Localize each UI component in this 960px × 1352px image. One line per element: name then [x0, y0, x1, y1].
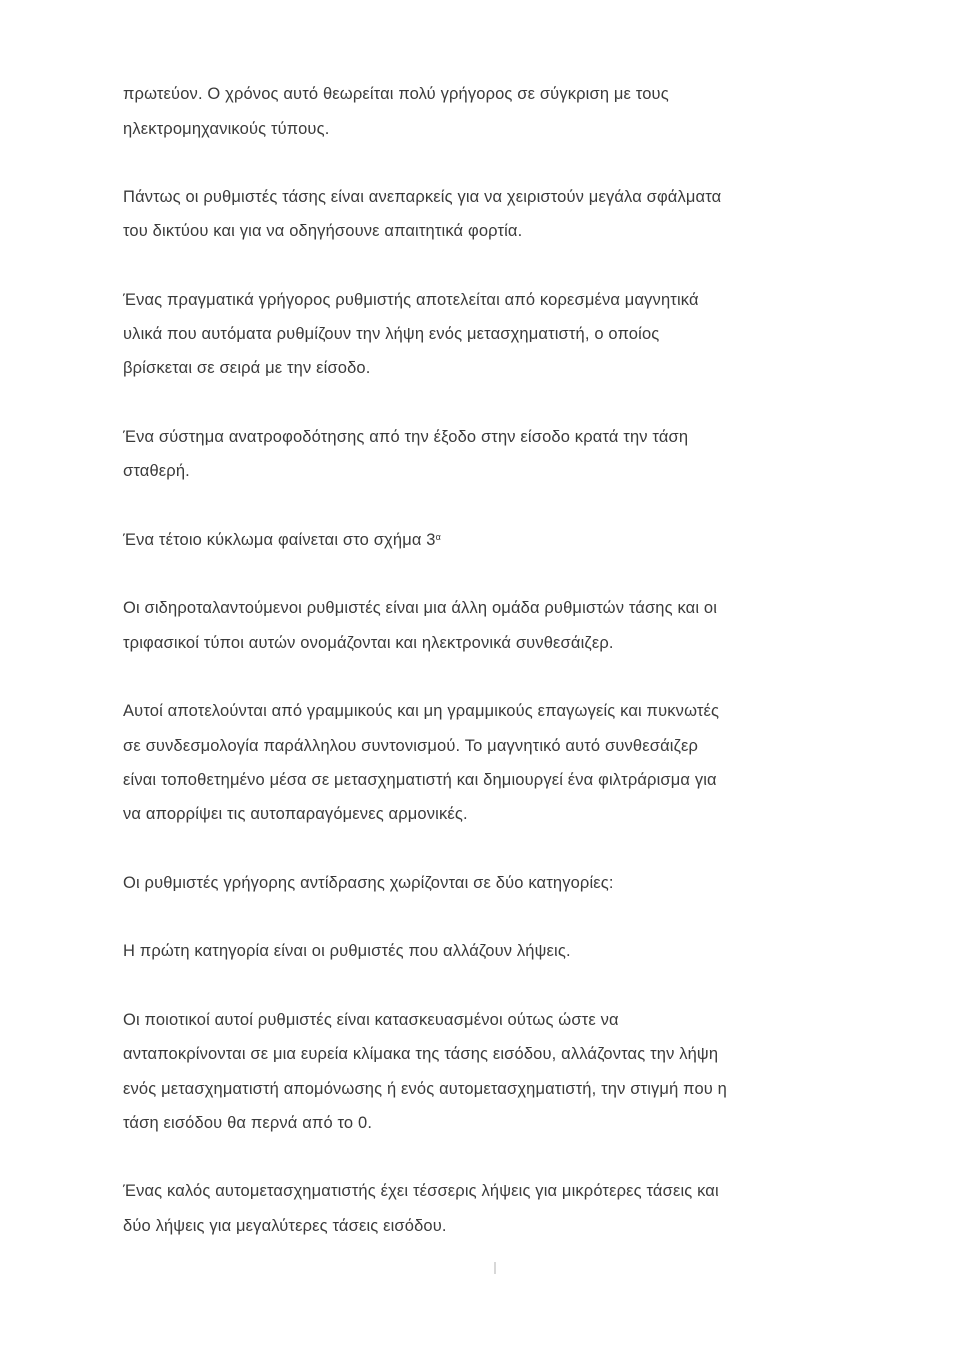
text-line: Αυτοί αποτελούνται από γραμμικούς και μη γραμμικούς επαγωγείς και πυκνωτές — [123, 702, 720, 720]
text-line: τάση εισόδου θα περνά από το 0. — [123, 1114, 373, 1132]
text-line: Πάντως οι ρυθμιστές τάσης είναι ανεπαρκείς για να χειριστούν μεγάλα σφάλματα — [123, 188, 722, 206]
text-line: Οι ποιοτικοί αυτοί ρυθμιστές είναι κατασκευασμένοι ούτως ώστε να — [123, 1011, 619, 1029]
text-line: Η πρώτη κατηγορία είναι οι ρυθμιστές που αλλάζουν λήψεις. — [123, 942, 571, 960]
text-line: ενός μετασχηματιστή απομόνωσης ή ενός αυτομετασχηματιστή, την στιγμή που η — [123, 1080, 728, 1098]
text-line: Οι σιδηροταλαντούμενοι ρυθμιστές είναι μια άλλη ομάδα ρυθμιστών τάσης και οι — [123, 599, 718, 617]
text-line: Οι ρυθμιστές γρήγορης αντίδρασης χωρίζονται σε δύο κατηγορίες: — [123, 874, 614, 892]
text-line: υλικά που αυτόματα ρυθμίζουν την λήψη ενός μετασχηματιστή, ο οποίος — [123, 325, 660, 343]
text-line: Ένα σύστημα ανατροφοδότησης από την έξοδο στην είσοδο κρατά την τάση — [123, 428, 689, 446]
text-line: ανταποκρίνονται σε μια ευρεία κλίμακα της τάσης εισόδου, αλλάζοντας την λήψη — [123, 1045, 719, 1063]
text-line: του δικτύου και για να οδηγήσουνε απαιτητικά φορτία. — [123, 222, 523, 240]
text-line: βρίσκεται σε σειρά με την είσοδο. — [123, 359, 371, 377]
text-line: τριφασικοί τύποι αυτών ονομάζονται και ηλεκτρονικά συνθεσάιζερ. — [123, 634, 614, 652]
text-line: σταθερή. — [123, 462, 190, 480]
text-line: να απορρίψει τις αυτοπαραγόμενες αρμονικές. — [123, 805, 468, 823]
text-line: σε συνδεσμολογία παράλληλου συντονισμού. Το μαγνητικό αυτό συνθεσάιζερ — [123, 737, 699, 755]
scan-artifact — [494, 1262, 496, 1274]
text-line: Ένας καλός αυτομετασχηματιστής έχει τέσσερις λήψεις για μικρότερες τάσεις και — [123, 1182, 719, 1200]
text-line: πρωτεύον. Ο χρόνος αυτό θεωρείται πολύ γρήγορος σε σύγκριση με τους — [123, 85, 669, 103]
text-line: δύο λήψεις για μεγαλύτερες τάσεις εισόδου. — [123, 1217, 447, 1235]
figure-reference-line — [123, 530, 441, 550]
superscript: α — [435, 532, 441, 542]
text-line: ηλεκτρομηχανικούς τύπους. — [123, 120, 330, 138]
text-line: είναι τοποθετημένο μέσα σε μετασχηματιστή και δημιουργεί ένα φιλτράρισμα για — [123, 771, 717, 789]
text-line: Ένας πραγματικά γρήγορος ρυθμιστής αποτελείται από κορεσμένα μαγνητικά — [123, 291, 699, 309]
text-line: Ένα τέτοιο κύκλωμα φαίνεται στο σχήμα 3 — [123, 531, 436, 549]
